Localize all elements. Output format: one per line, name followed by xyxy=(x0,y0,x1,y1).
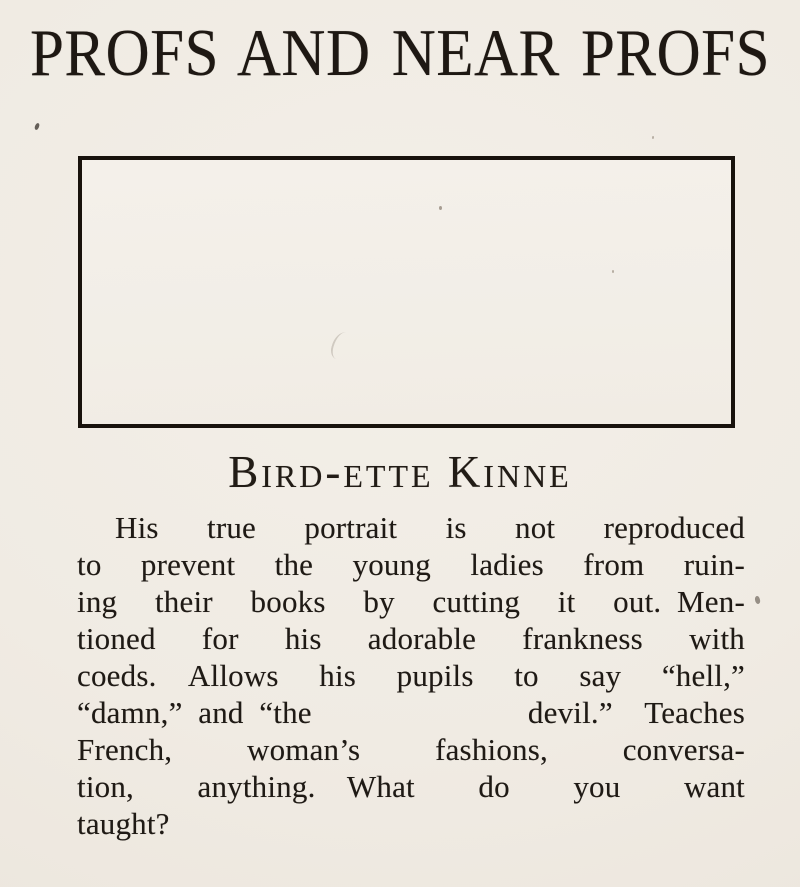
paper-scratch xyxy=(328,330,353,362)
paragraph-line: tioned for his adorable frankness with xyxy=(77,621,745,656)
paragraph-line: French, woman’s fashions, conversa- xyxy=(77,732,745,767)
paper-speck xyxy=(34,123,40,131)
body-paragraph xyxy=(77,509,745,842)
paper-speck xyxy=(652,136,654,139)
portrait-caption: Bird-ette Kinne xyxy=(228,447,572,497)
paragraph-line: coeds. Allows his pupils to say “hell,” xyxy=(77,658,745,693)
paragraph-line: tion, anything. What do you want xyxy=(77,769,745,804)
paragraph-line: His true portrait is not reproduced xyxy=(115,510,745,545)
paragraph-line: taught? xyxy=(77,806,170,841)
paper-speck xyxy=(754,595,761,604)
portrait-frame xyxy=(78,156,735,428)
paper-speck xyxy=(439,206,442,210)
page-title: PROFS AND NEAR PROFS xyxy=(30,16,770,91)
paper-speck xyxy=(612,270,614,273)
paragraph-line: to prevent the young ladies from ruin- xyxy=(77,547,745,582)
paragraph-line: ing their books by cutting it out. Men- xyxy=(77,584,745,619)
paragraph-line: “damn,” and “the devil.” Teaches xyxy=(77,695,745,730)
